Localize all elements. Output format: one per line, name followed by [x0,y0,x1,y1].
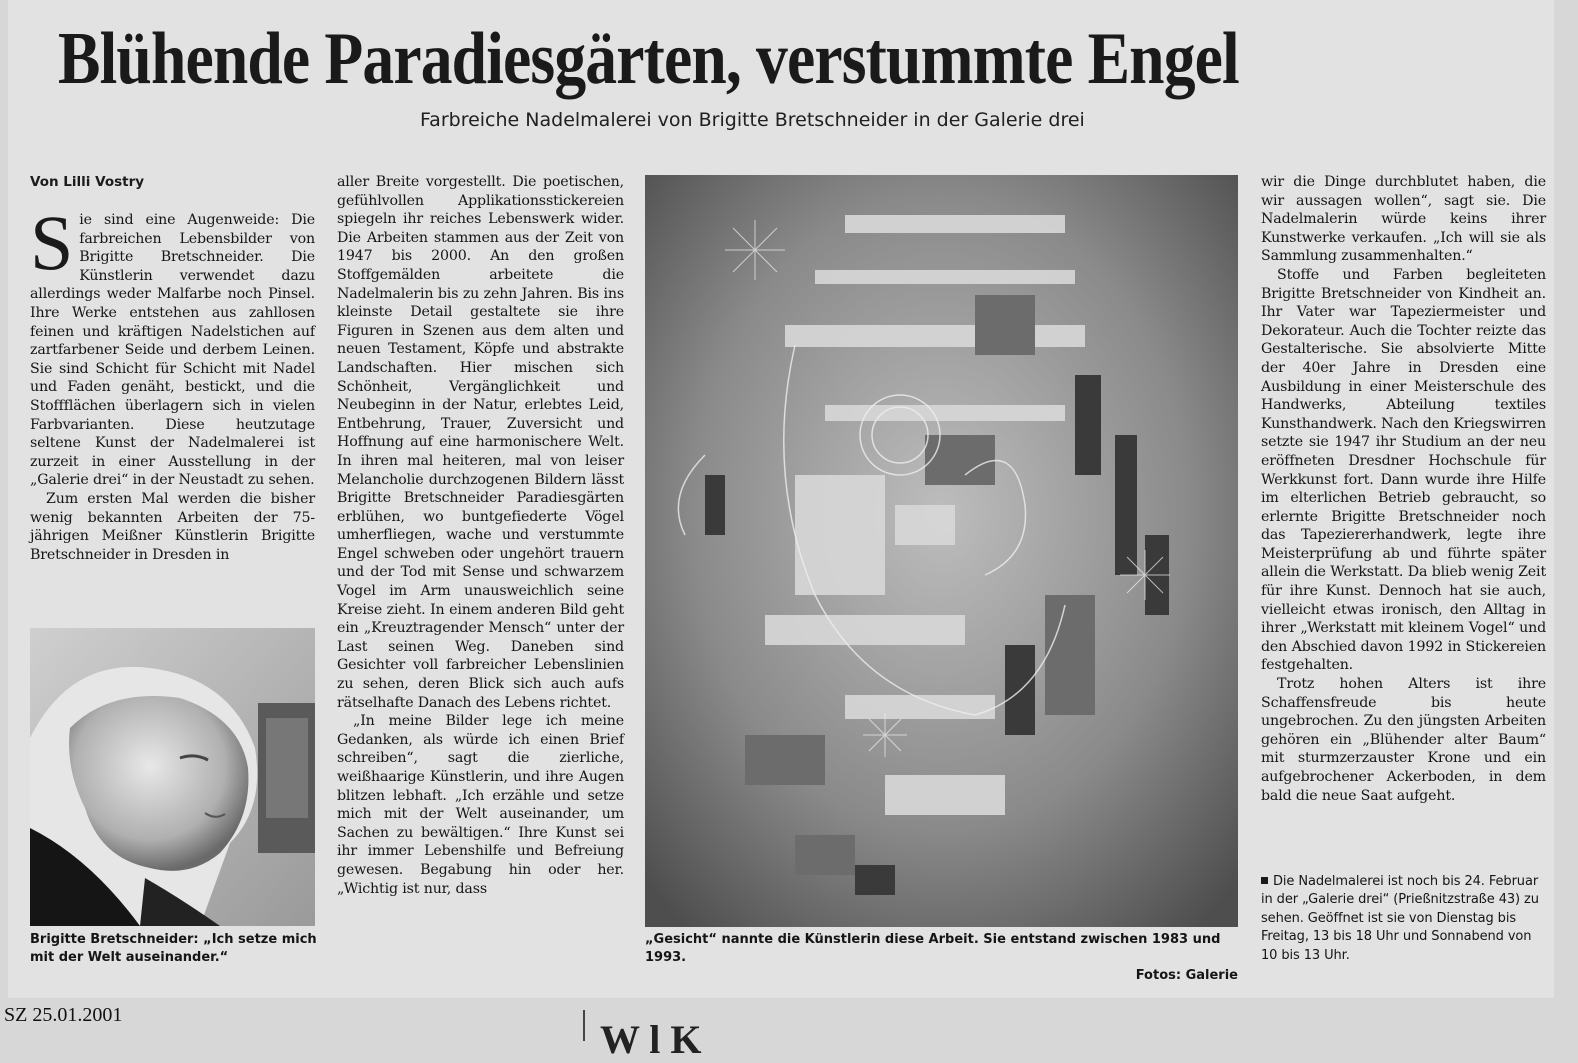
article-column-4 [1261,173,1546,805]
newspaper-clipping [8,0,1554,998]
headline: Blühende Paradiesgärten, verstummte Engel [58,18,1239,100]
source-label: SZ 25.01.2001 [4,1004,123,1026]
artwork-caption [645,931,1238,985]
bullet-square-icon [1261,877,1268,884]
subheadline: Farbreiche Nadelmalerei von Brigitte Bretschneider in der Galerie drei [420,109,1085,131]
paragraph: Zum ersten Mal werden die bisher wenig bekannten Arbeiten der 75-jährigen Meißner Künstlerin Brigitte Bretschneider in Dresden in [30,490,315,563]
paragraph: Sie sind eine Augenweide: Die farbreichen Lebensbilder von Brigitte Bretschneider. Die Künstlerin verwendet dazu allerdings weder Malfarbe noch Pinsel. Ihre Werke entstehen aus zahllosen feinen und kräftigen Nadelstichen auf zartfarbener Seide und derbem Leinen. Sie sind Schicht für Schicht mit Nadel und Faden genäht, bestickt, und die Stoffflächen überlagern sich in vielen Farbvarianten. Diese heutzutage seltene Kunst der Nadelmalerei ist zurzeit in einer Ausstellung in der „Galerie drei“ in der Neustadt zu sehen. [30,199,315,489]
info-text: Die Nadelmalerei ist noch bis 24. Februar in der „Galerie drei“ (Prießnitzstraße 43) zu sehen. Geöffnet ist sie von Dienstag bis Freitag, 13 bis 18 Uhr und Sonnabend von 10 bis 13 Uhr. [1261,874,1539,963]
paragraph: aller Breite vorgestellt. Die poetischen, gefühlvollen Applikationsstickereien spiegeln ihr reiches Lebenswerk wider. Die Arbeiten stammen aus der Zeit von 1947 bis 2000. An den großen Stoffgemälden arbeitete die Nadelmalerin bis zu zehn Jahren. Bis ins kleinste Detail gestaltete sie ihre Figuren in Szenen aus dem alten und neuen Testament, Köpfe und abstrakte Landschaften. Hier mischen sich Schönheit, Vergänglichkeit und Neubeginn in der Natur, erlebtes Leid, Entbehrung, Trauer, Zuversicht und Hoffnung auf eine harmonischere Welt. In ihren mal heiteren, mal von leiser Melancholie durchzogenen Bildern lässt Brigitte Bretschneider Paradiesgärten erblühen, wo buntgefiederte Vögel umherfliegen, wache und verstummte Engel schweben oder ungehört trauern und der Tod mit Sense und schwarzem Vogel im Arm unausweichlich seine Kreise zieht. In einem anderen Bild geht ein „Kreuztragender Mensch“ unter der Last seinen Weg. Daneben sind Gesichter voll farbreicher Lebenslinien zu sehen, deren Blick sich auch aufs rätselhafte Danach des Lebens richtet. [337,174,624,711]
article-column-2 [337,173,624,898]
portrait-photo [30,628,315,926]
drop-cap: S [30,199,74,286]
artwork-caption-text: „Gesicht“ nannte die Künstlerin diese Arbeit. Sie entstand zwischen 1983 und 1993. [645,932,1221,965]
article-column-1 [30,199,315,564]
paragraph: Stoffe und Farben begleiteten Brigitte Bretschneider von Kindheit an. Ihr Vater war Tapeziermeister und Dekorateur. Auch die Tochter reizte das Gestalterische. Sie absolvierte Mitte der 40er Jahre in Dresden eine Ausbildung in einer Meisterschule des Handwerks, Abteilung textiles Kunsthandwerk. Nach den Kriegswirren setzte sie 1947 ihr Studium an der neu eröffneten Dresdner Hochschule für Werkkunst fort. Dann wurde ihre Hilfe im elterlichen Betrieb gebraucht, so erlernte Brigitte Bretschneider noch das Tapeziererhandwerk, legte ihre Meisterprüfung ab und führte später allein die Werkstatt. Da blieb wenig Zeit für ihre Kunst. Dennoch hat sie auch, vielleicht etwas ironisch, den Alltag in ihrer „Werkstatt mit kleinem Vogel“ und den Abschied davon 1992 in Stickereien festgehalten. [1261,266,1546,674]
portrait-illustration [30,628,315,926]
photo-caption: Brigitte Bretschneider: „Ich setze mich mit der Welt auseinander.“ [30,932,317,965]
next-article-headline-fragment: W l K [600,1017,702,1062]
photo-credit: Fotos: Galerie [1135,968,1238,983]
byline: Von Lilli Vostry [30,174,145,190]
artwork-image [645,175,1238,927]
paragraph: „In meine Bilder lege ich meine Gedanken, als würde ich einen Brief schreiben“, sagt die zierliche, weißhaarige Künstlerin, und ihre Augen blitzen lebhaft. „Ich erzähle und setze mich mit der Welt auseinander, um Sachen zu bewältigen.“ Ihre Kunst sei ihr immer Lebenshilfe und Befreiung gewesen. Begabung hin oder her. „Wichtig ist nur, dass [337,713,624,897]
info-box [1261,873,1551,965]
paragraph: wir die Dinge durchblutet haben, die wir aussagen wollen“, sagt sie. Die Nadelmalerin würde keins ihrer Kunstwerke verkaufen. „Ich will sie als Sammlung zusammenhalten.“ [1261,174,1546,265]
needlework-face-illustration [645,175,1238,927]
paragraph: Trotz hohen Alters ist ihre Schaffensfreude bis heute ungebrochen. Zu den jüngsten Arbeiten gehören ein „Blühender alter Baum“ mit sturmzerzauster Krone und ein aufgebrochener Ackerboden, in dem bald die neue Saat aufgeht. [1261,676,1546,804]
column-divider [583,1010,585,1041]
